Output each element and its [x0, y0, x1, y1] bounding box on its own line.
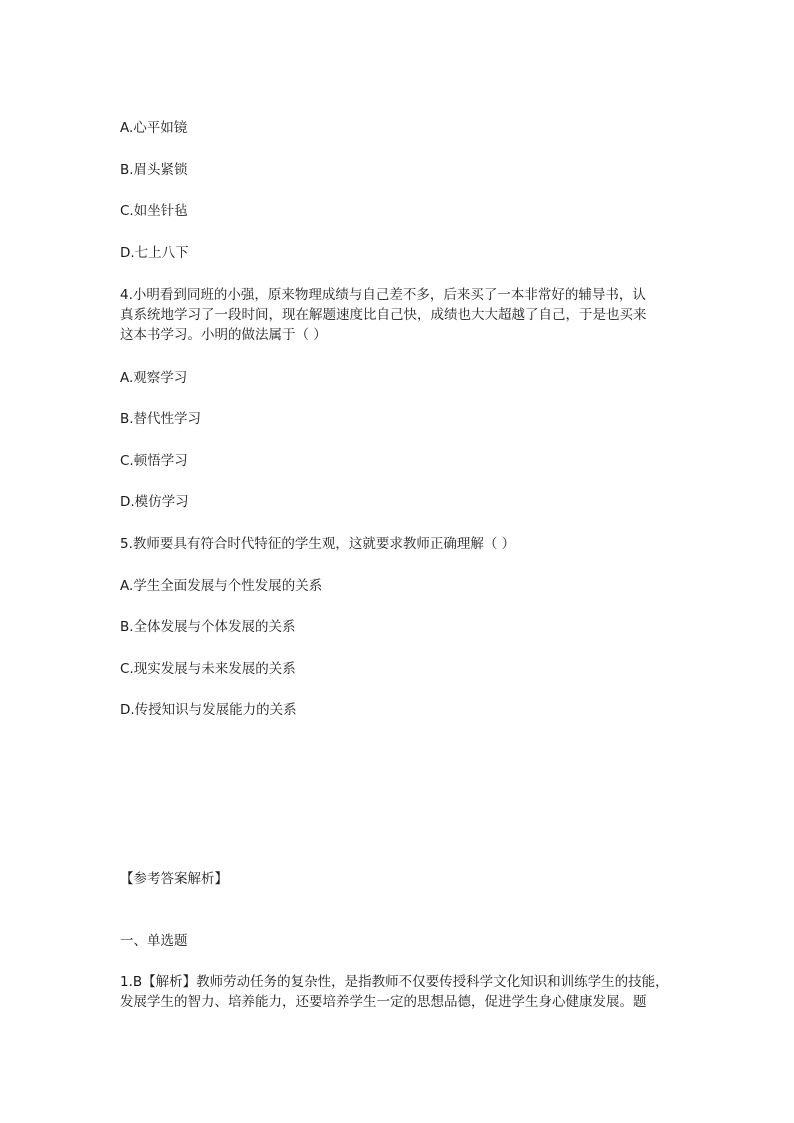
answer-explanation-line-2: 发展学生的智力、培养能力，还要培养学生一定的思想品德，促进学生身心健康发展。题 — [120, 994, 647, 1010]
q3-option-d: D.七上八下 — [120, 245, 189, 261]
q4-stem — [120, 285, 670, 345]
q3-option-b: B.眉头紧锁 — [120, 162, 188, 178]
q5-option-b: B.全体发展与个体发展的关系 — [120, 619, 296, 635]
q4-stem-line-1: 4.小明看到同班的小强，原来物理成绩与自己差不多，后来买了一本非常好的辅导书，认 — [120, 287, 646, 303]
q5-stem: 5.教师要具有符合时代特征的学生观，这就要求教师正确理解（ ） — [120, 536, 516, 552]
q3-option-a: A.心平如镜 — [120, 120, 188, 136]
q4-stem-line-2: 真系统地学习了一段时间，现在解题速度比自己快，成绩也大大超越了自己，于是也买来 — [120, 307, 647, 323]
q4-option-c: C.顿悟学习 — [120, 453, 188, 469]
q4-option-d: D.模仿学习 — [120, 494, 189, 510]
q5-option-c: C.现实发展与未来发展的关系 — [120, 661, 296, 677]
q4-option-b: B.替代性学习 — [120, 411, 202, 427]
q4-option-a: A.观察学习 — [120, 370, 188, 386]
answer-explanation-line-1: 1.B【解析】教师劳动任务的复杂性，是指教师不仅要传授科学文化知识和训练学生的技能， — [120, 974, 669, 990]
q5-option-a: A.学生全面发展与个性发展的关系 — [120, 578, 323, 594]
answer-explanation — [120, 972, 670, 1012]
q3-option-c: C.如坐针毡 — [120, 203, 188, 219]
q5-option-d: D.传授知识与发展能力的关系 — [120, 702, 297, 718]
answer-section-subtitle: 一、单选题 — [120, 933, 188, 949]
q4-stem-line-3: 这本书学习。小明的做法属于（ ） — [120, 327, 327, 343]
answer-section-title: 【参考答案解析】 — [120, 871, 228, 887]
